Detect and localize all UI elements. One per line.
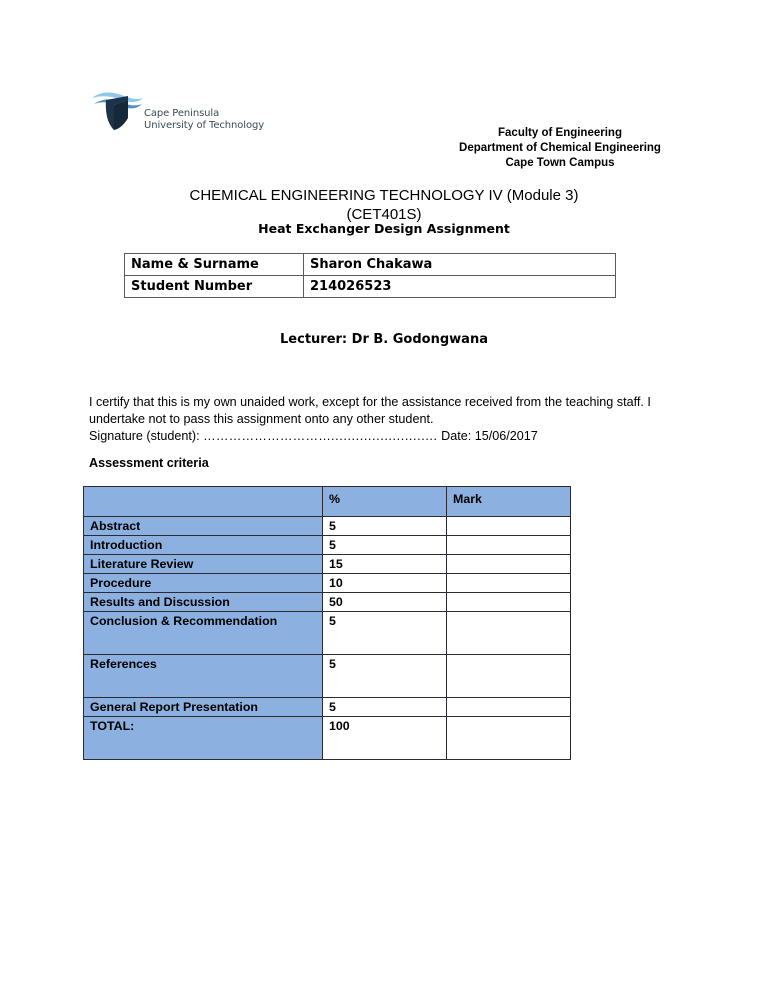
criterion-mark[interactable] [447,536,571,555]
criterion-label: References [84,655,323,698]
table-row [84,555,571,574]
criterion-total-mark[interactable] [447,717,571,760]
course-title [84,186,684,224]
student-name-label: Name & Surname [125,254,304,276]
student-number-value[interactable]: 214026523 [304,276,616,298]
faculty-name: Faculty of Engineering [498,127,622,139]
course-code: (CET401S) [346,206,422,223]
lecturer-line: Lecturer: Dr B. Godongwana [280,332,488,347]
signature-label: Signature (student): [89,429,200,443]
criterion-label: Introduction [84,536,323,555]
table-row [84,698,571,717]
table-row [84,593,571,612]
criterion-percent: 5 [323,536,447,555]
criterion-total-label: TOTAL: [84,717,323,760]
student-details-table [124,253,616,298]
table-row [84,517,571,536]
signature-line [89,428,671,445]
table-row [84,612,571,655]
criterion-label: Abstract [84,517,323,536]
signature-dots-primary: ………………………… [203,429,332,443]
table-header-row [84,487,571,517]
table-row [84,574,571,593]
criterion-percent: 5 [323,698,447,717]
criterion-label: Literature Review [84,555,323,574]
course-title-line-1: CHEMICAL ENGINEERING TECHNOLOGY IV (Module 3) [189,187,579,204]
criterion-percent: 50 [323,593,447,612]
table-row [125,276,616,298]
criterion-mark[interactable] [447,574,571,593]
table-row [84,717,571,760]
criterion-label: General Report Presentation [84,698,323,717]
criterion-percent: 5 [323,655,447,698]
column-header-criterion [84,487,323,517]
criterion-percent: 15 [323,555,447,574]
certification-block [89,394,671,445]
table-row [125,254,616,276]
criterion-label: Conclusion & Recommendation [84,612,323,655]
criterion-mark[interactable] [447,655,571,698]
criterion-percent: 5 [323,612,447,655]
criterion-mark[interactable] [447,612,571,655]
date-label: Date: [441,429,472,443]
criterion-label: Procedure [84,574,323,593]
logo-line-2: University of Technology [144,119,265,131]
date-value: 15/06/2017 [474,429,538,443]
logo-wordmark [144,108,264,131]
criterion-mark[interactable] [447,698,571,717]
table-row [84,655,571,698]
student-number-label: Student Number [125,276,304,298]
assessment-criteria-table [83,486,571,760]
department-name: Department of Chemical Engineering [459,142,661,154]
faculty-header [420,126,700,171]
criterion-label: Results and Discussion [84,593,323,612]
logo-line-1: Cape Peninsula [144,108,220,119]
campus-name: Cape Town Campus [505,157,615,169]
criterion-percent: 10 [323,574,447,593]
assessment-heading: Assessment criteria [89,456,209,470]
certification-paragraph: I certify that this is my own unaided work, except for the assistance received from the teaching staff. I undertake not to pass this assignment onto any other student. [89,395,651,426]
table-row [84,536,571,555]
criterion-mark[interactable] [447,517,571,536]
institution-logo [88,88,263,138]
criterion-mark[interactable] [447,593,571,612]
column-header-mark: Mark [447,487,571,517]
column-header-percent: % [323,487,447,517]
criterion-mark[interactable] [447,555,571,574]
cput-flag-wave-icon [88,88,148,132]
signature-dots-secondary: .......................... [331,429,438,443]
student-name-value[interactable]: Sharon Chakawa [304,254,616,276]
criterion-total-percent: 100 [323,717,447,760]
assignment-title: Heat Exchanger Design Assignment [258,221,510,236]
criterion-percent: 5 [323,517,447,536]
